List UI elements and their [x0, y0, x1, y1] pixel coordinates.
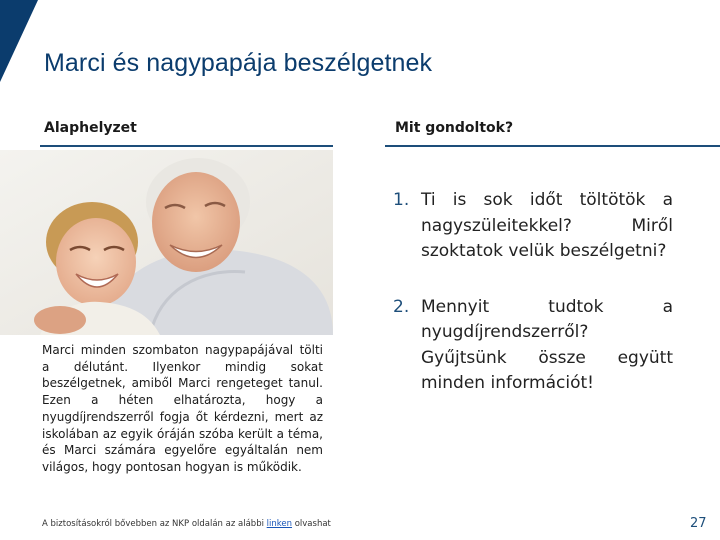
- question-item: [393, 188, 673, 265]
- footnote-text-after: olvashat: [292, 519, 331, 529]
- left-heading-rule: [40, 145, 333, 147]
- question-item: [393, 295, 673, 397]
- slide-title: Marci és nagypapája beszélgetnek: [44, 49, 433, 77]
- question-number: 2.: [393, 296, 410, 317]
- question-number: 1.: [393, 190, 410, 210]
- grandfather-grandson-photo: [0, 150, 333, 335]
- question-list: [393, 188, 673, 397]
- footnote-link[interactable]: linken: [266, 519, 293, 529]
- photo-illustration: [0, 150, 333, 335]
- footnote: [42, 519, 331, 529]
- right-heading: Mit gondoltok?: [395, 120, 514, 136]
- footnote-text-before: A biztosításokról bővebben az NKP oldalán az alábbi: [42, 519, 267, 529]
- story-text: Marci minden szombaton nagypapájával tölti a délutánt. Ilyenkor mindig sokat beszélgetnek, amiből Marci rengeteget tanul. Ezen a héten elhatározta, hogy a nyugdíjrendszerről fogja őt kérdezni, mert az iskolában az egyik óráján szóba került a téma, és Marci számára egyelőre egyáltalán nem világos, hogy pontosan hogyan is működik.: [42, 343, 323, 474]
- question-text: Ti is sok időt töltötök a nagyszüleitekkel? Miről szoktatok velük beszélgetni?: [421, 190, 673, 261]
- left-heading: Alaphelyzet: [44, 120, 137, 136]
- corner-accent-shape: [0, 0, 38, 82]
- question-text: Mennyit tudtok a nyugdíjrendszerről? Gyűjtsünk össze együtt minden információt!: [421, 296, 673, 393]
- page-number: 27: [690, 516, 707, 531]
- right-heading-rule: [385, 145, 720, 147]
